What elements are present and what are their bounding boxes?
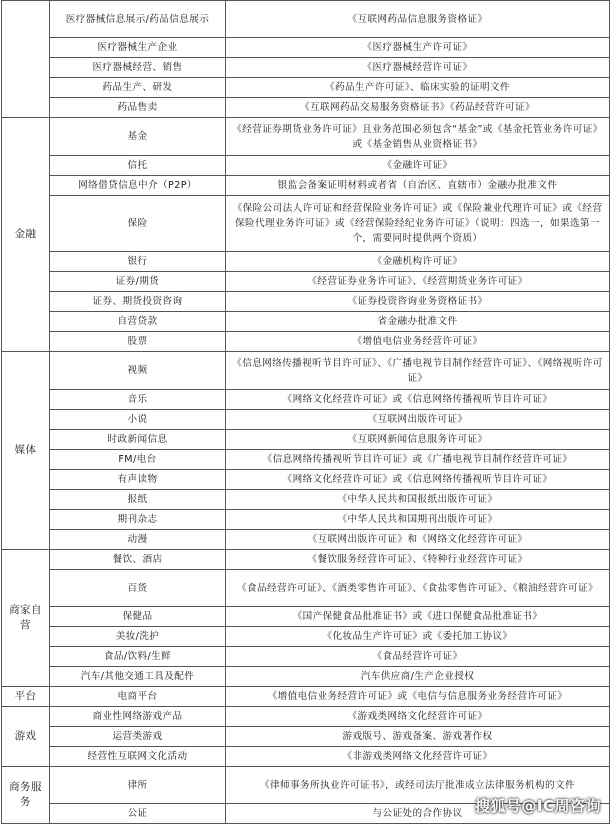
item-cell: 网络借贷信息中介（P2P） (50, 176, 226, 196)
item-cell: 医疗器械生产企业 (50, 38, 226, 58)
item-cell: 有声读物 (50, 470, 226, 490)
table-row (2, 430, 610, 450)
item-cell: 公证 (50, 804, 226, 824)
item-cell: 餐饮、酒店 (50, 550, 226, 570)
table-row (2, 490, 610, 510)
requirement-cell: 《增值电信业务经营许可证》或《电信与信息服务业务经营许可证》 (226, 687, 610, 707)
requirement-cell: 银监会备案证明材料或者省（自治区、直辖市）金融办批准文件 (226, 176, 610, 196)
item-cell: 保险 (50, 196, 226, 252)
requirement-cell: 《经营证券业务许可证》、《经营期货业务许可证》 (226, 272, 610, 292)
table-row (2, 252, 610, 272)
table-row (2, 196, 610, 252)
item-cell: 药品售卖 (50, 98, 226, 118)
item-cell: 药品生产、研发 (50, 78, 226, 98)
requirement-cell: 《互联网新闻信息服务许可证》 (226, 430, 610, 450)
item-cell: 医疗器械经营、销售 (50, 58, 226, 78)
table-row (2, 1, 610, 38)
watermark: 搜狐号@IC周咨询 (474, 797, 601, 815)
item-cell: 自营贷款 (50, 312, 226, 332)
table-row (2, 550, 610, 570)
item-cell: 经营性互联网文化活动 (50, 747, 226, 767)
table-row (2, 98, 610, 118)
table-row (2, 727, 610, 747)
table-row (2, 570, 610, 607)
table-row (2, 647, 610, 667)
requirement-cell: 《经营证券期货业务许可证》且业务范围必须包含“基金”或《基金托管业务许可证》或《基金销售从业资格证书》 (226, 118, 610, 156)
item-cell: 运营类游戏 (50, 727, 226, 747)
table-row (2, 176, 610, 196)
table-row (2, 292, 610, 312)
requirement-cell: 《医疗器械生产许可证》 (226, 38, 610, 58)
item-cell: 美妆/洗护 (50, 627, 226, 647)
table-row (2, 687, 610, 707)
item-cell: 保健品 (50, 607, 226, 627)
item-cell: 医疗器械信息展示/药品信息展示 (50, 1, 226, 38)
table-row (2, 58, 610, 78)
item-cell: 银行 (50, 252, 226, 272)
item-cell: 商业性网络游戏产品 (50, 707, 226, 727)
category-cell-medical (2, 1, 50, 118)
requirement-cell: 《增值电信业务经营许可证》 (226, 332, 610, 352)
item-cell: 报纸 (50, 490, 226, 510)
requirement-cell: 《网络文化经营许可证》或《信息网络传播视听节目许可证》 (226, 390, 610, 410)
requirement-cell: 《信息网络传播视听节目许可证》或《广播电视节目制作经营许可证》 (226, 450, 610, 470)
requirement-cell: 汽车供应商/生产企业授权 (226, 667, 610, 687)
category-cell-media: 媒体 (2, 352, 50, 550)
item-cell: 证券、期货投资咨询 (50, 292, 226, 312)
requirement-cell: 《食品经营许可证》 (226, 647, 610, 667)
item-cell: 百货 (50, 570, 226, 607)
requirement-cell: 《互联网药品信息服务资格证》 (226, 1, 610, 38)
item-cell: 视频 (50, 352, 226, 390)
requirement-cell: 《化妆品生产许可证》或《委托加工协议》 (226, 627, 610, 647)
table-row (2, 390, 610, 410)
item-cell: 时政新闻信息 (50, 430, 226, 450)
requirement-cell: 《食品经营许可证》、《酒类零售许可证》、《食盐零售许可证》、《粮油经营许可证》 (226, 570, 610, 607)
table-row (2, 332, 610, 352)
table-row (2, 510, 610, 530)
requirement-cell: 游戏版号、游戏备案、游戏著作权 (226, 727, 610, 747)
item-cell: 汽车/其他交通工具及配件 (50, 667, 226, 687)
item-cell: 股票 (50, 332, 226, 352)
requirement-cell: 《金融机构许可证》 (226, 252, 610, 272)
requirement-cell: 《信息网络传播视听节目许可证》、《广播电视节目制作经营许可证》、《网络视听许可证》 (226, 352, 610, 390)
requirement-cell: 《中华人民共和国期刊出版许可证》 (226, 510, 610, 530)
requirement-cell: 《医疗器械经营许可证》 (226, 58, 610, 78)
table-row (2, 78, 610, 98)
requirement-cell: 《律师事务所执业许可证书》，或经司法厅批准成立法律服务机构的文件 (226, 767, 610, 804)
table-row (2, 667, 610, 687)
table-row (2, 470, 610, 490)
item-cell: FM/电台 (50, 450, 226, 470)
table-row (2, 747, 610, 767)
category-cell-finance: 金融 (2, 118, 50, 352)
category-cell-platform: 平台 (2, 687, 50, 707)
requirement-cell: 《药品生产许可证》、临床实验的证明文件 (226, 78, 610, 98)
item-cell: 音乐 (50, 390, 226, 410)
requirement-cell: 《互联网出版许可证》和《网络文化经营许可证》 (226, 530, 610, 550)
table-row (2, 272, 610, 292)
requirement-cell: 省金融办批准文件 (226, 312, 610, 332)
requirement-cell: 《非游戏类网络文化经营许可证》 (226, 747, 610, 767)
category-cell-game: 游戏 (2, 707, 50, 767)
table-row (2, 38, 610, 58)
table-row (2, 707, 610, 727)
table-row (2, 352, 610, 390)
table-row (2, 450, 610, 470)
table-row (2, 410, 610, 430)
item-cell: 证券/期货 (50, 272, 226, 292)
requirement-cell: 《互联网出版许可证》 (226, 410, 610, 430)
requirement-cell: 《游戏类网络文化经营许可证》 (226, 707, 610, 727)
table-row (2, 156, 610, 176)
requirement-cell: 《餐饮服务经营许可证》、《特种行业经营许可证》 (226, 550, 610, 570)
item-cell: 基金 (50, 118, 226, 156)
requirement-cell: 《国产保健食品批准证书》或《进口保健食品批准证书》 (226, 607, 610, 627)
table-row (2, 627, 610, 647)
item-cell: 食品/饮料/生鲜 (50, 647, 226, 667)
item-cell: 期刊杂志 (50, 510, 226, 530)
requirement-cell: 与公证处的合作协议 (226, 804, 610, 824)
item-cell: 信托 (50, 156, 226, 176)
requirement-cell: 《中华人民共和国报纸出版许可证》 (226, 490, 610, 510)
requirement-cell: 《互联网药品交易服务资格证书》《药品经营许可证》 (226, 98, 610, 118)
category-cell-ecommerce: 商家自营 (2, 550, 50, 687)
category-cell-business: 商务服务 (2, 767, 50, 824)
table-row (2, 607, 610, 627)
requirement-cell: 《网络文化经营许可证》或《信息网络传播视听节目许可证》 (226, 470, 610, 490)
table-row (2, 118, 610, 156)
requirement-cell: 《金融许可证》 (226, 156, 610, 176)
requirement-cell: 《证券投资咨询业务资格证书》 (226, 292, 610, 312)
item-cell: 电商平台 (50, 687, 226, 707)
item-cell: 动漫 (50, 530, 226, 550)
table-row (2, 530, 610, 550)
qualification-table (1, 0, 610, 824)
requirement-cell: 《保险公司法人许可证和经营保险业务许可证》或《保险兼业代理许可证》或《经营保险代理业务许可证》或《经营保险经纪业务许可证》（说明：四选一，如果选第一个，需要同时提供两个资质） (226, 196, 610, 252)
table-row (2, 312, 610, 332)
item-cell: 小说 (50, 410, 226, 430)
item-cell: 律所 (50, 767, 226, 804)
